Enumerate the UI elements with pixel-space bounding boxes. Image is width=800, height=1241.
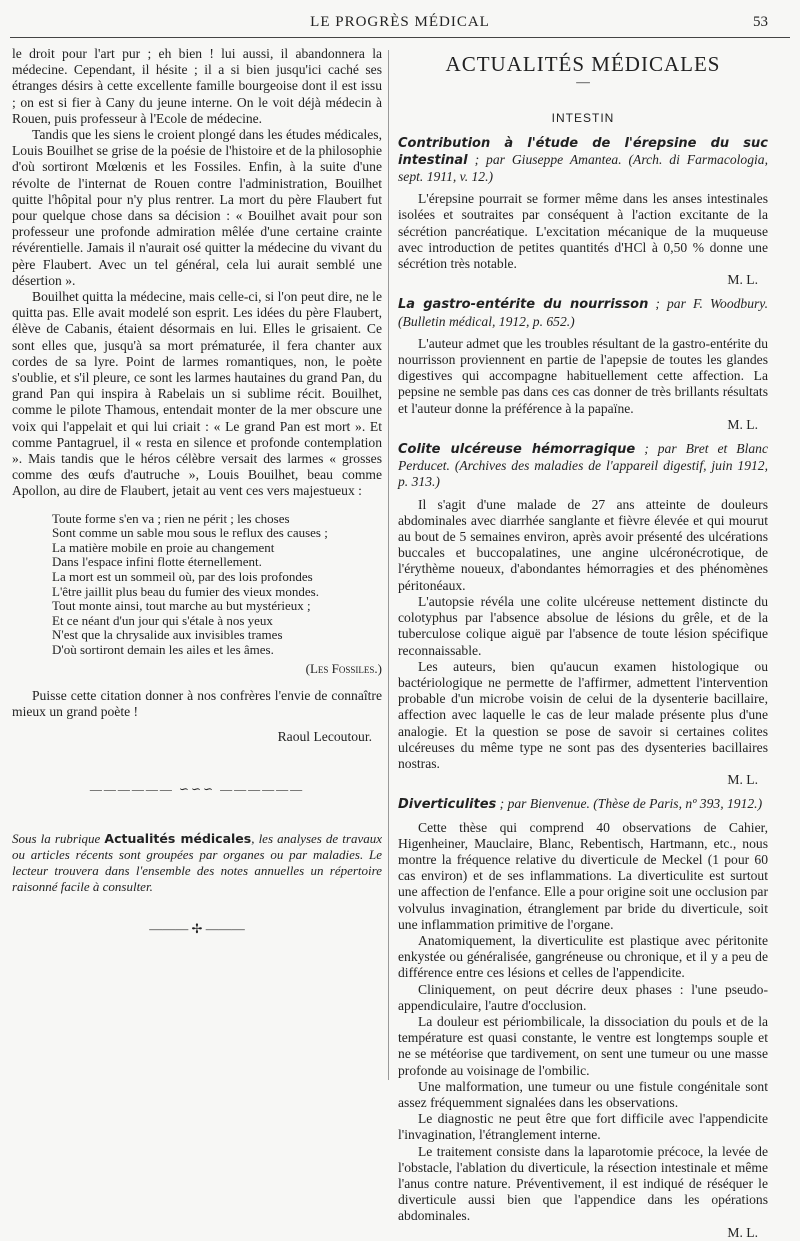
editorial-note (12, 831, 382, 895)
article-body: L'érepsine pourrait se former même dans les anses intestinales isolées et soutraites par conséquent à l'action excitante de la sécrétion pancréatique. L'excitation mécanique de la muqueuse avec introduction de petites quantités d'HCl à 0,50 % donne une sécrétion très notable. (398, 191, 768, 272)
note-text: , les analyses de travaux ou articles récents sont groupées par organes ou par maladies. Le lecteur trouvera dans l'ensemble des notes annuelles un répertoire raisonné facile à consulter. (12, 831, 382, 895)
author-signature: Raoul Lecoutour. (277, 728, 372, 744)
poem-line: N'est que la chrysalide aux invisibles trames (52, 627, 283, 643)
article-body: Anatomiquement, la diverticulite est plastique avec péritonite enkystée ou généralisée, gangréneuse ou chronique, et il y a peu de différence entre ces lésions et celles de l'appendicite. (398, 932, 768, 981)
poem-source: (Les Fossiles.) (305, 660, 382, 676)
poem-line: Tout monte ainsi, tout marche au but mystérieux ; (52, 598, 311, 614)
poem-line: La mort est un sommeil où, par des lois profondes (52, 569, 313, 585)
left-column (12, 46, 382, 937)
article-body: Cliniquement, on peut décrire deux phases : l'une pseudo-appendiculaire, l'autre d'occlusion. (398, 981, 768, 1013)
ornament-divider: ——— ✢ ——— (149, 921, 245, 937)
column-divider (388, 50, 389, 1080)
article-heading: Diverticulites (398, 797, 497, 813)
article-heading: La gastro-entérite du nourrisson (398, 297, 649, 313)
section-dash: — (576, 74, 590, 90)
paragraph: Tandis que les siens le croient plongé dans les études médicales, Louis Bouilhet se grise de la poésie de l'histoire et de la philosophie d'où sortiront Mœlœnis et les Fossiles. Enfin, à la suite d'une révolte de l'internat de Rouen contre l'administration, Bouilhet quitte l'hôpital pour n'y plus rentrer. La mort du père Flaubert fut pour quelque chose dans sa décision : « Bouilhet avait pour son professeur une profonde admiration mêlée d'une certaine crainte révérentielle. Jamais il n'aurait osé quitter la médecine du vivant du père Flaubert. Avec un tel général, cela lui aurait semblé une désertion ». (12, 127, 382, 288)
article-title (398, 296, 768, 329)
paragraph: le droit pour l'art pur ; eh bien ! lui aussi, il abandonnera la médecine. Cependant, il hésite ; il a si bien jusqu'ici caché ses étranges désirs à cette excellente famille bourgeoise dont il est issu ; on est si fier à Cany du jeune interne. On le voit déjà médecin à Rouen, puis professeur à l'Ecole de médecine. (12, 46, 382, 126)
poem (52, 512, 382, 677)
article-body: La douleur est périombilicale, la dissociation du pouls et de la température est quasi constante, le ventre est longtemps souple et ne se météorise que tardivement, on sent une tumeur ou une masse profonde au voisinage de l'ombilic. (398, 1013, 768, 1078)
article-meta: ; par Giuseppe Amantea. (Arch. di Farmacologia, sept. 1911, v. 12.) (398, 151, 768, 185)
article-meta: ; par Bret et Blanc Perducet. (Archives des maladies de l'appareil digestif, juin 1912, p. 313.) (398, 441, 768, 490)
poem-line: Dans l'espace infini flotte éternellement. (52, 554, 262, 570)
right-column (398, 46, 768, 1241)
note-emphasis: Actualités médicales (104, 831, 252, 847)
poem-line: L'être jaillit plus beau du fumier des vieux mondes. (52, 583, 319, 599)
article (398, 135, 768, 289)
closing-quote: Puisse cette citation donner à nos confrères l'envie de connaître mieux un grand poète ! (12, 688, 382, 720)
article (398, 441, 768, 788)
article-body: Les auteurs, bien qu'aucun examen histologique ou bactériologique ne permette de l'affirmer, admettent l'intervention probable d'un microbe voisin de celui de la dysenterie bacillaire, affection avec laquelle le cas de leur malade présente plus d'une analogie. Et la question se pose de savoir si certaines colites ulcéreuses du même type ne sont pas des dysenteries bacillaires nostras. (398, 658, 768, 771)
article (398, 796, 768, 1240)
article-heading: Colite ulcéreuse hémorragique (398, 442, 636, 458)
article-body: L'auteur admet que les troubles résultant de la gastro-entérite du nourrisson proviennent en partie de l'apepsie de toutes les glandes digestives qui accompagne habituellement cette affection. La pepsine ne semble pas dans ces cas donner de très brillants résultats et l'auteur donne la préférence à la papaïne. (398, 335, 768, 416)
article-title (398, 441, 768, 491)
article-meta: ; par Bienvenue. (Thèse de Paris, nº 393, 1912.) (496, 796, 763, 812)
article (398, 296, 768, 433)
article-body: Le diagnostic ne peut être que fort difficile avec l'appendicite l'invagination, l'étranglement interne. (398, 1111, 768, 1143)
article-body: Une malformation, une tumeur ou une fistule congénitale sont assez fréquemment signalées dans les observations. (398, 1078, 768, 1110)
paragraph: Bouilhet quitta la médecine, mais celle-ci, si l'on peut dire, ne le quitta pas. Elle avait modelé son esprit. Les idées du père Flaubert, élève de Cabanis, étaient désormais en lui. Elles le grisaient. Ce sont elles que, jusqu'à sa mort prématurée, il fera chanter aux cordes de sa lyre. Point de larmes romantiques, non, le poète s'oublie, et s'il pleure, ce sont les larmes hautaines du grand Pan, du grand Pan qui inspira à Rabelais un si sublime récit. Bouilhet, comme le pilote Thamous, entendait monter de la mer obscure une voix qui l'appelait et qui lui criait : « Le grand Pan est mort ». Et comme Pantagruel, il « resta en silence et profonde contemplation ». Mais tandis que le héros célèbre versait des larmes « grosses comme des œufs d'autruche », Louis Bouilhet, beau comme Apollon, au dire de Flaubert, jetait au vent ces vers majestueux : (12, 289, 382, 499)
article-signature: M. L. (727, 272, 758, 288)
poem-line: Et ce néant d'un jour qui s'étale à nos yeux (52, 612, 273, 628)
subsection-title: INTESTIN (551, 111, 615, 126)
article-body: Il s'agit d'une malade de 27 ans atteinte de douleurs abdominales avec diarrhée sanglante et fièvre élevée et qui mourut au bout de 5 semaines environ, après avoir présenté des ulcérations buccales et buccopalatines, une angine ulcéronécrotique, de l'érythème noueux, d'abondantes hémorragies et des phénomènes péritonéaux. (398, 496, 768, 593)
header-rule (10, 37, 790, 38)
article-heading: Contribution à l'étude de l'érepsine du suc intestinal (398, 135, 768, 168)
article-meta: ; par F. Woodbury. (Bulletin médical, 1912, p. 652.) (398, 296, 768, 329)
article-title (398, 135, 768, 186)
ornament-divider: —————— ∽∽∽ —————— (89, 781, 305, 796)
article-body: Cette thèse qui comprend 40 observations de Cahier, Higenheiner, Mauclaire, Blanc, Rebentisch, Hartmann, etc., nous montre la fréquence relative du diverticule de Meckel (1 pour 60 cas environ) et de ses inflammations. La diverticulite est surtout une affection de l'enfance. Elle a pour origine soit une occlusion par volvulus invagination, étranglement par bride du diverticule, soit une inflammation primitive de l'organe. (398, 819, 768, 932)
article-signature: M. L. (727, 416, 758, 432)
article-signature: M. L. (727, 772, 758, 788)
page-header (0, 14, 800, 38)
section-title: ACTUALITÉS MÉDICALES (445, 52, 721, 76)
article-body: Le traitement consiste dans la laparotomie précoce, la levée de l'obstacle, l'ablation du diverticule, la résection intestinale et même l'anus contre nature. Préventivement, il est indiqué de réséquer le diverticule aussi bien que l'appendice dans les opérations abdominales. (398, 1143, 768, 1224)
poem-line: D'où sortiront demain les ailes et les âmes. (52, 642, 274, 658)
journal-title: LE PROGRÈS MÉDICAL (310, 14, 490, 30)
article-signature: M. L. (727, 1224, 758, 1240)
page-number: 53 (753, 14, 768, 30)
article-title (398, 796, 768, 813)
article-body: L'autopsie révéla une colite ulcéreuse nettement distincte du colotyphus par l'absence absolue de lésions du grêle, et de la tuberculose colique aiguë par l'absence de toute lésion spécifique reconnaissable. (398, 593, 768, 658)
poem-line: Toute forme s'en va ; rien ne périt ; les choses (52, 510, 290, 526)
poem-line: Sont comme un sable mou sous le reflux des causes ; (52, 525, 328, 541)
poem-line: La matière mobile en proie au changement (52, 539, 275, 555)
note-text: Sous la rubrique (12, 831, 105, 847)
